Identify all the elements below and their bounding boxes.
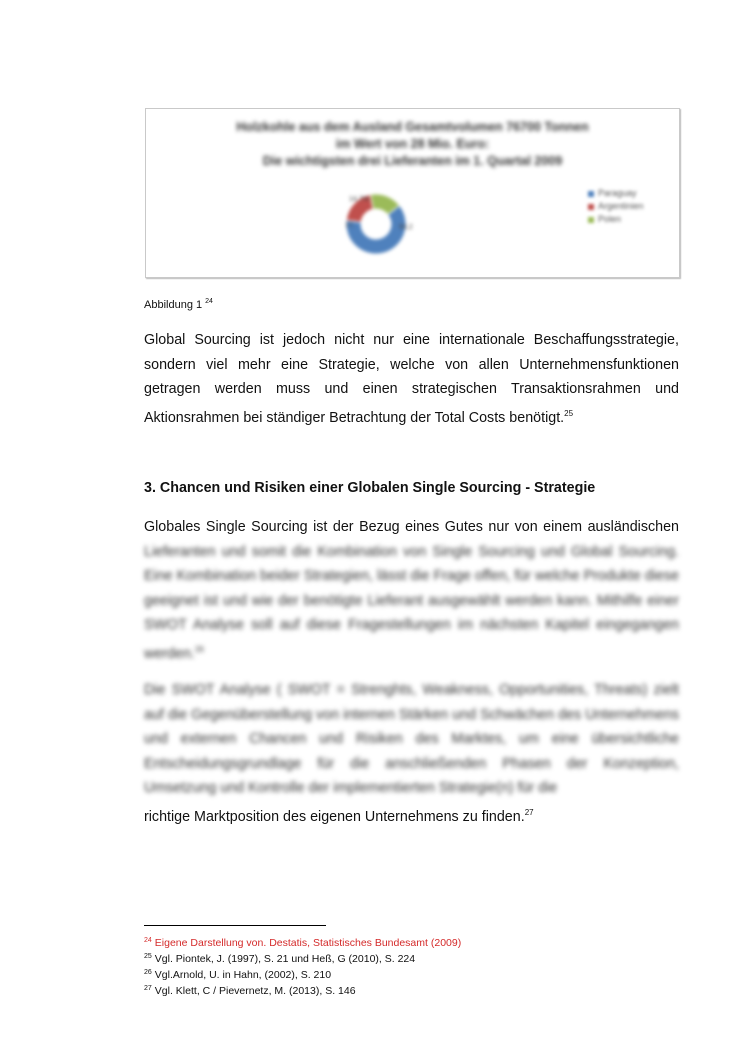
donut-chart [341, 189, 411, 259]
footnote-26 [144, 966, 461, 982]
chart-title-line: im Wert von 28 Mio. Euro: [335, 137, 490, 151]
legend-item [588, 187, 644, 200]
legend-swatch [588, 217, 594, 223]
footnote-text: Eigene Darstellung von. Destatis, Statistisches Bundesamt (2009) [154, 937, 462, 949]
blurred-text [144, 540, 679, 667]
last-line-text: richtige Marktposition des eigenen Unternehmens zu finden. [144, 808, 525, 825]
footnote-ref: 27 [524, 807, 534, 817]
figure-chart [145, 108, 680, 278]
section-heading: 3. Chancen und Risiken einer Globalen Single Sourcing - Strategie [144, 480, 596, 496]
blurred-span: Lieferanten und somit die Kombination von Single Sourcing und Global Sourcing. Eine Kombination beider Strategien, lässt die Frage offen, für welche Produkte diese geeignet ist und wie der benötigte Lieferant ausgewählt werden kann. Mithilfe einer SWOT Analyse soll auf diese Fragestellungen im nächsten Kapitel eingegangen werden. [144, 543, 679, 662]
paragraph-text: Global Sourcing ist jedoch nicht nur eine internationale Beschaffungsstrategie, sondern viel mehr eine Strategie, welche von allen Unternehmensfunktionen getragen werden muss und einen strategischen Transaktionsrahmen und Aktionsrahmen bei ständiger Betrachtung der Total Costs benötigt. [144, 332, 679, 426]
footnote-divider [144, 925, 326, 926]
figure-caption [144, 298, 213, 311]
paragraph-first-line: Globales Single Sourcing ist der Bezug eines Gutes nur von einem ausländischen [144, 519, 679, 535]
footnote-number: 26 [144, 969, 152, 976]
paragraph-global-sourcing [144, 328, 679, 430]
legend-swatch [588, 204, 594, 210]
footnote-text: Vgl. Piontek, J. (1997), S. 21 und Heß, G (2010), S. 224 [154, 953, 416, 965]
footnote-24 [144, 934, 461, 950]
footnote-27 [144, 982, 461, 998]
footnote-number: 25 [144, 953, 152, 960]
footnote-text: Vgl. Klett, C / Pievernetz, M. (2013), S. 146 [154, 985, 356, 997]
legend-label: Argentinien [598, 201, 644, 211]
legend-swatch [588, 191, 594, 197]
slice-label: 53,2 [399, 224, 413, 231]
chart-title-line: Holzkohle aus dem Ausland Gesamtvolumen 76700 Tonnen [236, 120, 589, 134]
chart-legend [588, 187, 644, 226]
footnotes [144, 934, 461, 998]
chart-title-line: Die wichtigsten drei Lieferanten im 1. Quartal 2009 [262, 154, 563, 168]
paragraph-swot [144, 678, 679, 829]
slice-label: 14,7% [349, 196, 369, 203]
footnote-ref: 25 [564, 408, 574, 418]
caption-footnote-ref: 24 [205, 298, 213, 305]
legend-label: Polen [598, 214, 622, 224]
footnote-ref: 26 [194, 644, 204, 654]
legend-item [588, 200, 644, 213]
paragraph-last-line [144, 801, 679, 830]
chart-title [146, 119, 679, 170]
footnote-number: 27 [144, 985, 152, 992]
footnote-text: Vgl.Arnold, U. in Hahn, (2002), S. 210 [154, 969, 332, 981]
legend-item [588, 213, 644, 226]
footnote-number: 24 [144, 937, 152, 944]
caption-text: Abbildung 1 [144, 299, 203, 311]
blurred-text: Die SWOT Analyse ( SWOT = Strenghts, Weakness, Opportunities, Threats) zielt auf die Gegenüberstellung von internen Stärken und Schwächen des Unternehmens und externen Chancen und Risiken des Marktes, um eine übersichtliche Entscheidungsgrundlage für die anschließenden Phasen der Konzeption, Umsetzung und Kontrolle der implementierten Strategie(n) für die [144, 682, 679, 796]
slice-label: 17, [345, 222, 355, 229]
footnote-25 [144, 950, 461, 966]
legend-label: Paraguay [598, 188, 637, 198]
paragraph-single-sourcing [144, 515, 679, 666]
